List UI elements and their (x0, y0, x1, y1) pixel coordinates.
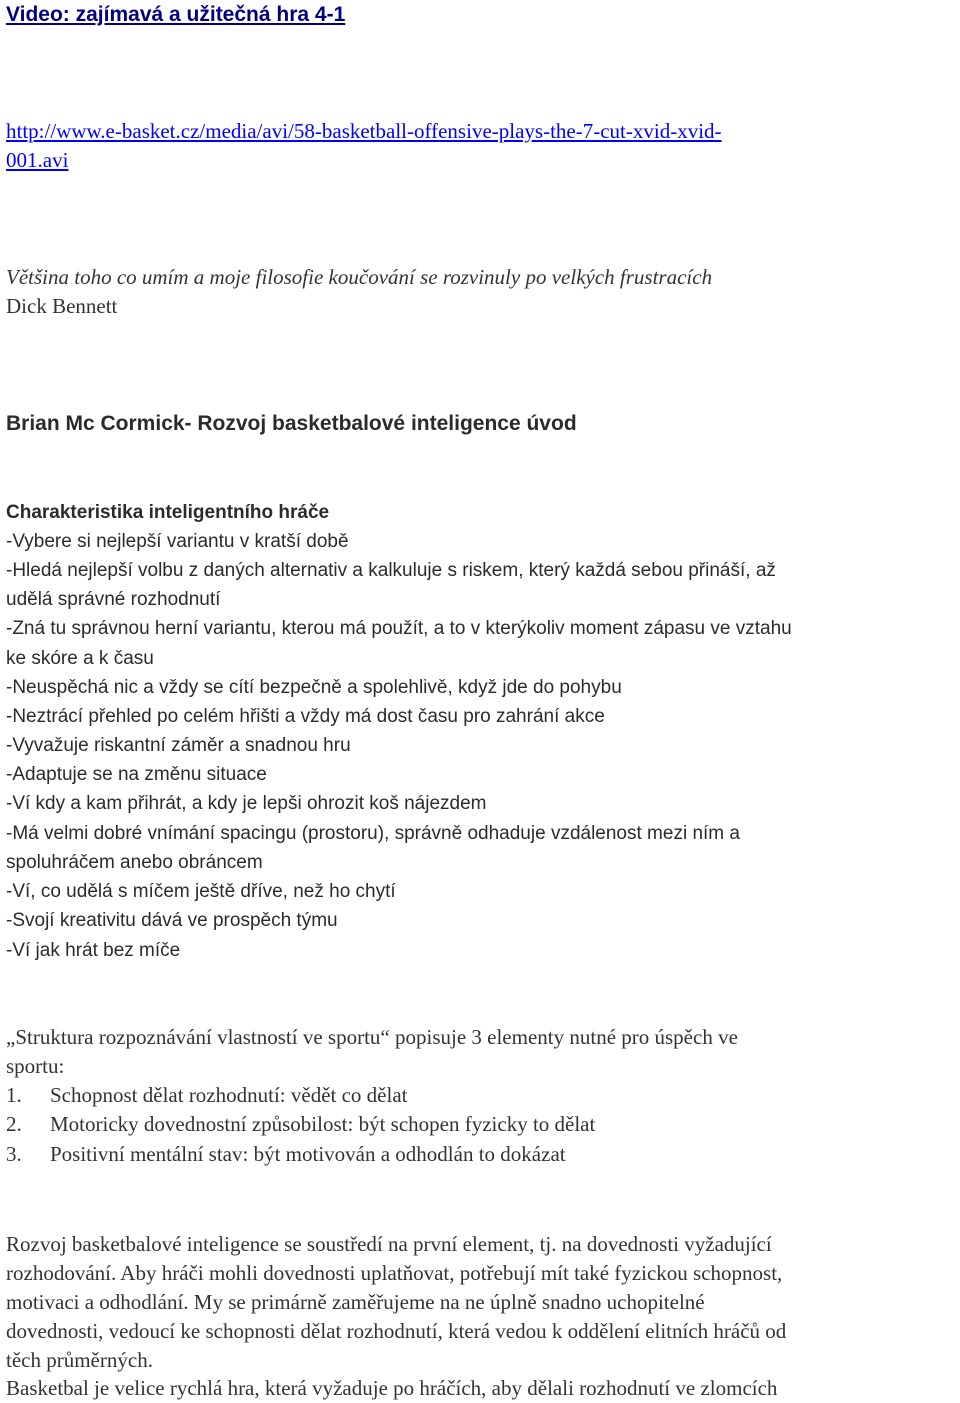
characteristics-line: -Vybere si nejlepší variantu v kratší době (6, 531, 349, 552)
characteristics-line: -Ví kdy a kam přihrát, a kdy je lepši ohrozit koš nájezdem (6, 793, 487, 814)
characteristics-line: -Adaptuje se na změnu situace (6, 764, 267, 785)
paragraph-line: rozhodování. Aby hráči mohli dovednosti uplatňovat, potřebují mít také fyzickou schopnost, (6, 1261, 783, 1285)
paragraph-line: Rozvoj basketbalové inteligence se soustředí na první element, tj. na dovednosti vyžadující (6, 1232, 772, 1256)
list-number: 1. (6, 1083, 22, 1107)
paragraph-line: motivaci a odhodlání. My se primárně zaměřujeme na ne úplně snadno uchopitelné (6, 1290, 705, 1314)
paragraph-line: dovednosti, vedoucí ke schopnosti dělat rozhodnutí, která vedou k oddělení elitních hráčů od (6, 1319, 787, 1343)
structure-list-item (6, 1140, 566, 1169)
list-item-text: Positivní mentální stav: být motivován a odhodlán to dokázat (50, 1142, 566, 1166)
characteristics-line: spoluhráčem anebo obráncem (6, 852, 263, 873)
characteristics-line: -Ví jak hrát bez míče (6, 940, 181, 961)
video-link-line-2[interactable]: 001.avi (6, 148, 69, 172)
structure-list-item (6, 1110, 595, 1139)
list-number: 3. (6, 1142, 22, 1166)
characteristics-line: -Svojí kreativitu dává ve prospěch týmu (6, 910, 338, 931)
characteristics-title: Charakteristika inteligentního hráče (6, 502, 330, 523)
characteristics-line: -Neuspěchá nic a vždy se cítí bezpečně a spolehlivě, když jde do pohybu (6, 677, 622, 698)
quote-author: Dick Bennett (6, 294, 118, 318)
list-item-text: Schopnost dělat rozhodnutí: vědět co dělat (50, 1083, 408, 1107)
paragraph-line: těch průměrných. (6, 1348, 153, 1372)
characteristics-line: -Ví, co udělá s míčem ještě dříve, než ho chytí (6, 881, 396, 902)
structure-intro-line-2: sportu: (6, 1054, 65, 1078)
characteristics-line: udělá správné rozhodnutí (6, 589, 221, 610)
section-heading: Brian Mc Cormick- Rozvoj basketbalové inteligence úvod (6, 412, 577, 435)
characteristics-line: -Neztrácí přehled po celém hřišti a vždy má dost času pro zahrání akce (6, 706, 605, 727)
structure-list-item (6, 1081, 408, 1110)
characteristics-line: -Má velmi dobré vnímání spacingu (prostoru), správně odhaduje vzdálenost mezi ním a (6, 823, 740, 844)
paragraph-line: Basketbal je velice rychlá hra, která vyžaduje po hráčích, aby dělali rozhodnutí ve zlomcích (6, 1376, 778, 1400)
video-title: Video: zajímavá a užitečná hra 4-1 (6, 3, 346, 26)
characteristics-line: ke skóre a k času (6, 648, 154, 669)
list-item-text: Motoricky dovednostní způsobilost: být schopen fyzicky to dělat (50, 1112, 596, 1136)
characteristics-line: -Vyvažuje riskantní záměr a snadnou hru (6, 735, 351, 756)
characteristics-line: -Zná tu správnou herní variantu, kterou má použít, a to v kterýkoliv moment zápasu ve vztahu (6, 618, 792, 639)
list-number: 2. (6, 1112, 22, 1136)
characteristics-line: -Hledá nejlepší volbu z daných alternativ a kalkuluje s riskem, který každá sebou přináší, až (6, 560, 776, 581)
quote-text: Většina toho co umím a moje filosofie koučování se rozvinuly po velkých frustracích (6, 265, 713, 289)
structure-intro-line-1: „Struktura rozpoznávání vlastností ve sportu“ popisuje 3 elementy nutné pro úspěch ve (6, 1025, 738, 1049)
video-link-line-1[interactable]: http://www.e-basket.cz/media/avi/58-basketball-offensive-plays-the-7-cut-xvid-xvid- (6, 119, 722, 143)
